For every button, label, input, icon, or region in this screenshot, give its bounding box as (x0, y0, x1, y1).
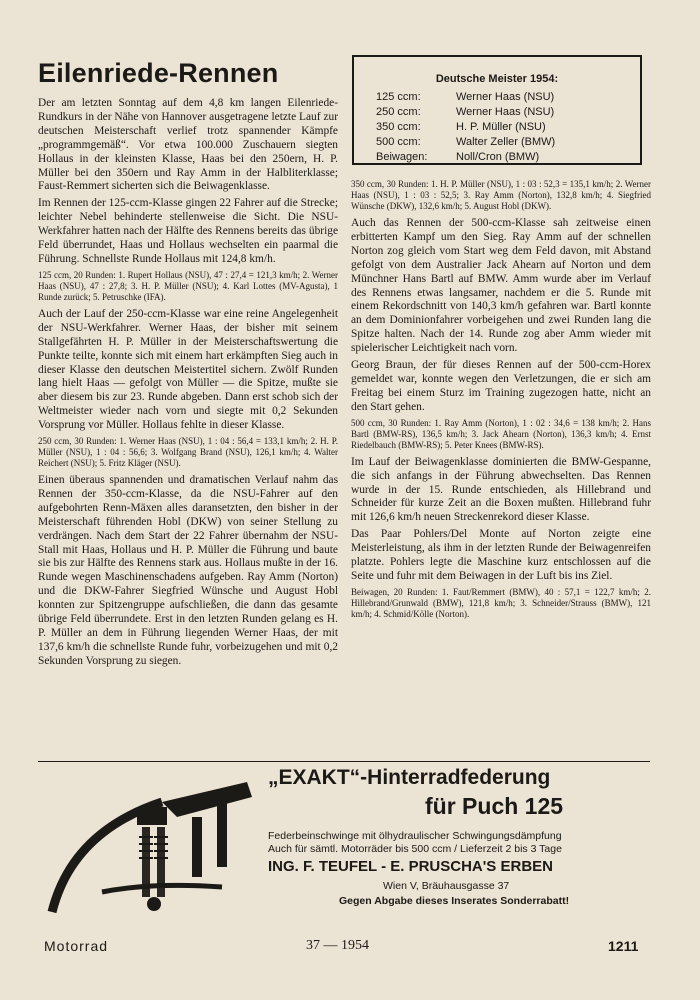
suspension-fork-illustration (42, 772, 262, 922)
article-title: Eilenriede-Rennen (38, 58, 279, 88)
champion-name: Werner Haas (NSU) (456, 91, 555, 103)
ad-divider (38, 761, 650, 762)
ad-offer: Gegen Abgabe dieses Inserates Sonderrabatt! (339, 895, 570, 907)
article-paragraph: Georg Braun, der für dieses Rennen auf der 500-ccm-Horex gemeldet war, konnte wegen den Verletzungen, die er sich am Freitag bei einem Sturz im Training zugezogen hatte, nicht an den Start gehen. (351, 359, 651, 413)
champion-class: 350 ccm: (376, 121, 421, 133)
article-paragraph: Das Paar Pohlers/Del Monte auf Norton zeigte eine Meisterleistung, als ihm in der letzten Runde der Beiwagenreifen platzte. Pohlers legte die Maschine kurz entschlossen auf die Seite und fuhr mit dem Beiwagen in der Luft bis ins Ziel. (351, 528, 651, 582)
champion-row (376, 150, 555, 165)
article-paragraph: Im Lauf der Beiwagenklasse dominierten die BMW-Gespanne, die sich anfangs in der Führung abwechselten. Das Rennen wurde in der 15. Runde entschieden, als Hillebrand und Schneider für kurze Zeit an die Boxen mußten. Hillebrand fuhr mit 126,6 km/h neuen Streckenrekord dieser Klasse. (351, 455, 651, 524)
ad-company: ING. F. TEUFEL - E. PRUSCHA'S ERBEN (268, 858, 553, 875)
ad-title: „EXAKT“-Hinterradfederung (268, 766, 551, 789)
ad-subtitle: für Puch 125 (425, 793, 564, 819)
article-paragraph: Im Rennen der 125-ccm-Klasse gingen 22 Fahrer auf die Strecke; leichter Nebel behinderte stellenweise die Sicht. Die NSU-Werkfahrer hatten nach der Hälfte des Rennens bereits das übrige Feld überrundet, Haas und Hollaus wechselten ein paarmal die Führung. Schnellste Runde Hollaus mit 124,8 km/h. (38, 197, 338, 265)
champion-class: 125 ccm: (376, 91, 421, 103)
champions-heading: Deutsche Meister 1954: (435, 73, 559, 85)
article-paragraph: Der am letzten Sonntag auf dem 4,8 km langen Eilenriede-Rundkurs in der Nähe von Hannover ausgetragene letzte Lauf zur deutschen Meisterschaft verlief trotz spannender Kämpfe „programmgemäß“. Vor etwa 100.000 Zuschauern siegten Hollaus in der kleinsten Klasse, Haas bei den 250ern, H. P. Müller bei den 350ern und Ray Amm in der Halbliterklasse; Faust-Remmert sicherten sich die Beiwagenklasse. (38, 97, 338, 193)
champions-box (352, 55, 642, 165)
article-column-right (351, 177, 651, 625)
champion-row (376, 90, 555, 105)
race-result: Beiwagen, 20 Runden: 1. Faut/Remmert (BMW), 40 : 57,1 = 122,7 km/h; 2. Hillebrand/Grunwald (BMW), 121,8 km/h; 3. Schneider/Strauss (BMW), 121 km/h; 4. Schmid/Kölle (Norton). (351, 586, 651, 619)
footer-magazine-name: Motorrad (44, 938, 109, 954)
champion-class: Beiwagen: (376, 151, 428, 163)
race-result: 250 ccm, 30 Runden: 1. Werner Haas (NSU), 1 : 04 : 56,4 = 133,1 km/h; 2. H. P. Müller (NSU), 1 : 04 : 56,6; 3. Wolfgang Brand (NSU), 126,1 km/h; 4. Walter Reichert (NSU); 5. Fritz Kläger (NSU). (38, 436, 338, 469)
champion-row (376, 135, 555, 150)
champions-list (376, 90, 555, 165)
ad-description: Auch für sämtl. Motorräder bis 500 ccm / Lieferzeit 2 bis 3 Tage (268, 843, 562, 855)
champion-name: Noll/Cron (BMW) (456, 151, 540, 163)
footer-issue: 37 — 1954 (306, 938, 369, 953)
article-paragraph: Auch der Lauf der 250-ccm-Klasse war eine reine Angelegenheit der NSU-Werkfahrer. Werner Haas, der bisher mit seinem Stallgefährten H. P. Müller in der Meisterschaftswertung die Punkte teilte, konnte sich mit einem hart erkämpften Sieg auch in dieser Klasse den deutschen Meistertitel sichern. Zwölf Runden lang hielt Haas — gefolgt von Müller — die Spitze, mußte sie aber diesem bis zur 23. Runde abgeben. Dann erst schob sich der Weltmeister wieder nach vorn und siegte mit 0,2 Sekunden Vorsprung vor Müller. Hollaus fehlte in dieser Klasse. (38, 307, 338, 432)
footer-page-number: 1211 (608, 938, 639, 954)
article-paragraph: Einen überaus spannenden und dramatischen Verlauf nahm das Rennen der 350-ccm-Klasse, da die NSU-Fahrer auf den aufgebohrten Renn-Mäxen alles daransetzten, den bisher in der Meisterschaft führenden Hobl (DKW) von seiner Stellung zu verdrängen. Nach dem Start der 22 Fahrer übernahm der NSU-Stall mit Haas, Hollaus und H. P. Müller die Führung und baute sie bis zur Hälfte des Rennens stark aus. Hollaus mußte in der 16. Runde wegen Maschinenschadens aufgeben. Ray Amm (Norton) und die DKW-Fahrer Siegfried Wünsche und August Hobl konnten zur Spitzengruppe aufschließen, die dann das gesamte übrige Feld überrundete. Erst in den letzten Runden gelang es H. P. Müller an dem in Führung liegenden Werner Haas, der mit 137,6 km/h die schnellste Runde fuhr, vorbeizugehen und mit 0,2 Sekunden Vorsprung zu siegen. (38, 474, 338, 667)
champion-name: Walter Zeller (BMW) (456, 136, 556, 148)
champion-class: 500 ccm: (376, 136, 421, 148)
race-result: 125 ccm, 20 Runden: 1. Rupert Hollaus (NSU), 47 : 27,4 = 121,3 km/h; 2. Werner Haas (NSU), 47 : 27,8; 3. H. P. Müller (NSU); 4. Karl Lottes (MV-Agusta), 1 Runde zurück; 5. Petruschke (IFA). (38, 269, 338, 302)
ad-description: Federbeinschwinge mit ölhydraulischer Schwingungsdämpfung (268, 830, 562, 842)
champion-row (376, 120, 555, 135)
article-column-left (38, 97, 338, 672)
champion-class: 250 ccm: (376, 106, 421, 118)
article-paragraph: Auch das Rennen der 500-ccm-Klasse sah zeitweise einen erbitterten Kampf um den Sieg. Ray Amm auf der schnellen Norton zog gleich vom Start weg dem Feld davon, mit Abstand gefolgt von dem Australier Jack Ahearn auf Norton und dem Münchner Hans Bartl auf BMW. Amm wurde aber im Verlauf des Rennens etwas langsamer, nachdem er die 5. Runde mit einem Rekordschnitt von 140,3 km/h gefahren war. Bartl konnte an dem Dominionfahrer vorbeigehen und zwei Runden lang die Spitze halten. Nach der 14. Runde zog aber Amm wieder mit spielerischer Leichtigkeit nach vorn. (351, 217, 651, 355)
champion-name: H. P. Müller (NSU) (456, 121, 546, 133)
champion-row (376, 105, 555, 120)
champion-name: Werner Haas (NSU) (456, 106, 555, 118)
ad-address: Wien V, Bräuhausgasse 37 (383, 880, 510, 892)
race-result: 350 ccm, 30 Runden: 1. H. P. Müller (NSU), 1 : 03 : 52,3 = 135,1 km/h; 2. Werner Haas (NSU), 1 : 03 : 52,5; 3. Ray Amm (Norton), 132,8 km/h; 4. Siegfried Wünsche (DKW), 132,6 km/h; 5. August Hobl (DKW). (351, 179, 651, 211)
race-result: 500 ccm, 30 Runden: 1. Ray Amm (Norton), 1 : 02 : 34,6 = 138 km/h; 2. Hans Bartl (BMW-RS), 136,5 km/h; 3. Jack Ahearn (Norton), 136,3 km/h; 4. Ernst Riedelbauch (BMW-RS); 5. Peter Knees (BMW-RS). (351, 417, 651, 450)
